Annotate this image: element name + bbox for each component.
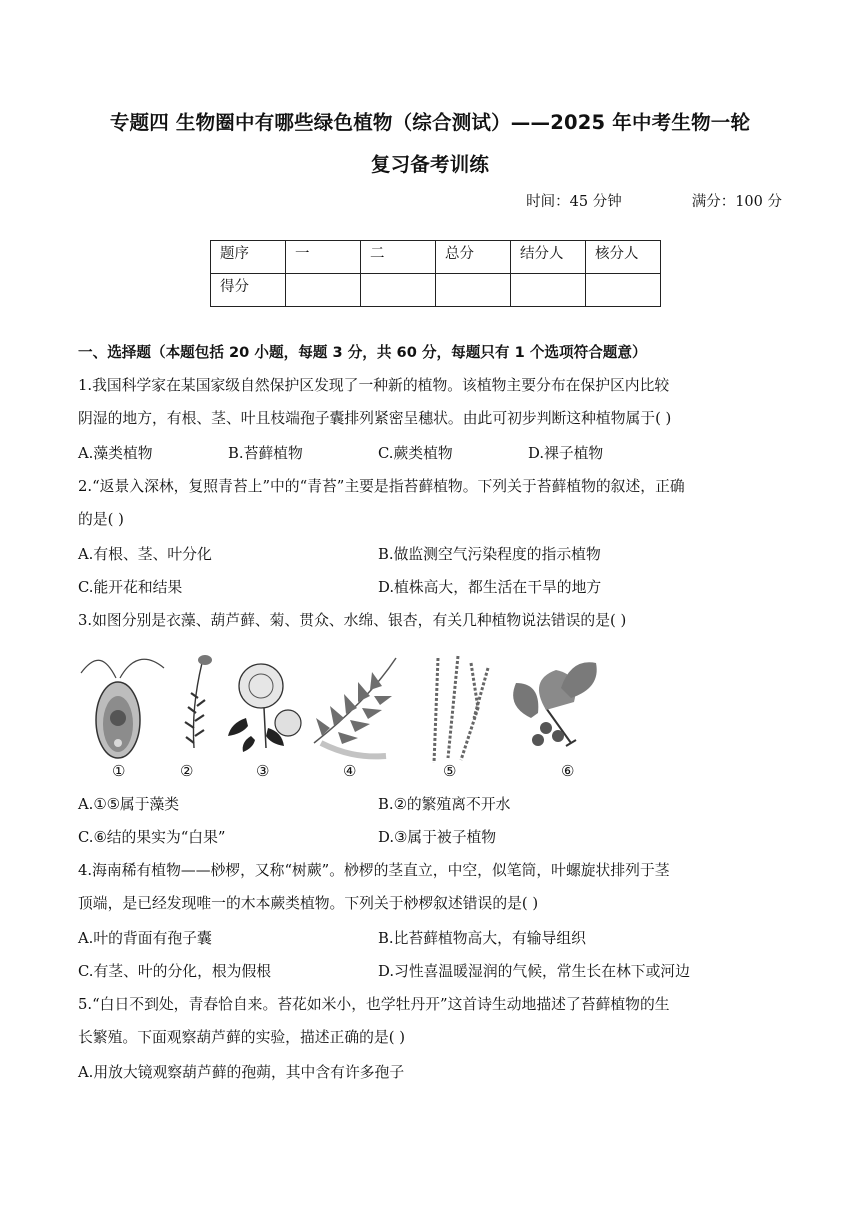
- question-3-option-b[interactable]: B.②的繁殖离不开水: [378, 796, 511, 813]
- figure-label-2: ②: [180, 762, 194, 780]
- score-row-label: 得分: [211, 274, 286, 307]
- exam-meta: [526, 190, 782, 211]
- chrysanthemum-illustration: [228, 664, 301, 752]
- question-1-option-c[interactable]: C.蕨类植物: [378, 445, 453, 462]
- question-5-text: 长繁殖。下面观察葫芦藓的实验，描述正确的是( ): [78, 1029, 405, 1046]
- ginkgo-illustration: [513, 662, 597, 746]
- question-2-option-c[interactable]: C.能开花和结果: [78, 579, 183, 596]
- score-cell[interactable]: [511, 274, 586, 307]
- figure-label-3: ③: [256, 762, 270, 780]
- question-4-text: 4.海南稀有植物——桫椤，又称“树蕨”。桫椤的茎直立，中空，似笔筒，叶螺旋状排列于茎: [78, 862, 670, 879]
- question-3-option-d[interactable]: D.③属于被子植物: [378, 829, 497, 846]
- question-1-option-b[interactable]: B.苔藓植物: [228, 445, 303, 462]
- document-title-line-2: 复习备考训练: [370, 153, 490, 176]
- question-4-option-c[interactable]: C.有茎、叶的分化，根为假根: [78, 963, 272, 980]
- question-1-option-d[interactable]: D.裸子植物: [528, 445, 604, 462]
- question-4-option-d[interactable]: D.习性喜温暖湿润的气候，常生长在林下或河边: [378, 963, 690, 980]
- figure-label-6: ⑥: [561, 762, 575, 780]
- score-cell[interactable]: [436, 274, 511, 307]
- document-title-line-1: 专题四 生物圈中有哪些绿色植物（综合测试）——2025 年中考生物一轮: [109, 111, 751, 134]
- question-1-text: 阴湿的地方，有根、茎、叶且枝端孢子囊排列紧密呈穗状。由此可初步判断这种植物属于( ): [78, 410, 672, 427]
- question-2-option-a[interactable]: A.有根、茎、叶分化: [78, 546, 212, 563]
- score-cell[interactable]: [586, 274, 661, 307]
- question-1-option-a[interactable]: A.藻类植物: [78, 445, 153, 462]
- score-table-header: 二: [361, 241, 436, 274]
- score-table-score-row: [211, 274, 661, 307]
- fern-illustration: [314, 658, 396, 756]
- question-3-option-c[interactable]: C.⑥结的果实为“白果”: [78, 829, 226, 846]
- score-table-header: 一: [286, 241, 361, 274]
- question-2-option-b[interactable]: B.做监测空气污染程度的指示植物: [378, 546, 601, 563]
- question-4-option-b[interactable]: B.比苔藓植物高大，有输导组织: [378, 930, 586, 947]
- score-cell[interactable]: [361, 274, 436, 307]
- question-5-text: 5.“白日不到处，青春恰自来。苔花如米小，也学牡丹开”这首诗生动地描述了苔藓植物的生: [78, 996, 670, 1013]
- score-table-header: 总分: [436, 241, 511, 274]
- figure-label-1: ①: [112, 762, 126, 780]
- question-4-option-a[interactable]: A.叶的背面有孢子囊: [78, 930, 212, 947]
- score-table-header: 核分人: [586, 241, 661, 274]
- chlamydomonas-illustration: [81, 659, 164, 758]
- score-table-header: 结分人: [511, 241, 586, 274]
- full-score: 满分：100 分: [691, 194, 782, 210]
- question-5-option-a[interactable]: A.用放大镜观察葫芦藓的孢蒴，其中含有许多孢子: [78, 1064, 405, 1081]
- question-3-text: 3.如图分别是衣藻、葫芦藓、菊、贯众、水绵、银杏，有关几种植物说法错误的是( ): [78, 612, 627, 629]
- spirogyra-illustration: [434, 656, 488, 763]
- figure-label-4: ④: [343, 762, 357, 780]
- score-table-header-row: [211, 241, 661, 274]
- score-table-header: 题序: [211, 241, 286, 274]
- score-table: [210, 240, 661, 307]
- moss-illustration: [185, 655, 212, 748]
- question-2-text: 的是( ): [78, 511, 124, 528]
- section-heading: 一、选择题（本题包括 20 小题，每题 3 分，共 60 分，每题只有 1 个选项符合题意）: [78, 344, 647, 361]
- question-2-text: 2.“返景入深林，复照青苔上”中的“青苔”主要是指苔藓植物。下列关于苔藓植物的叙述，正确: [78, 478, 685, 495]
- question-2-option-d[interactable]: D.植株高大，都生活在干旱的地方: [378, 579, 602, 596]
- score-cell[interactable]: [286, 274, 361, 307]
- figure-label-5: ⑤: [443, 762, 457, 780]
- question-1-text: 1.我国科学家在某国家级自然保护区发现了一种新的植物。该植物主要分布在保护区内比较: [78, 377, 670, 394]
- question-3-option-a[interactable]: A.①⑤属于藻类: [78, 796, 180, 813]
- question-4-text: 顶端，是已经发现唯一的木本蕨类植物。下列关于桫椤叙述错误的是( ): [78, 895, 539, 912]
- time-limit: 时间：45 分钟: [526, 194, 622, 210]
